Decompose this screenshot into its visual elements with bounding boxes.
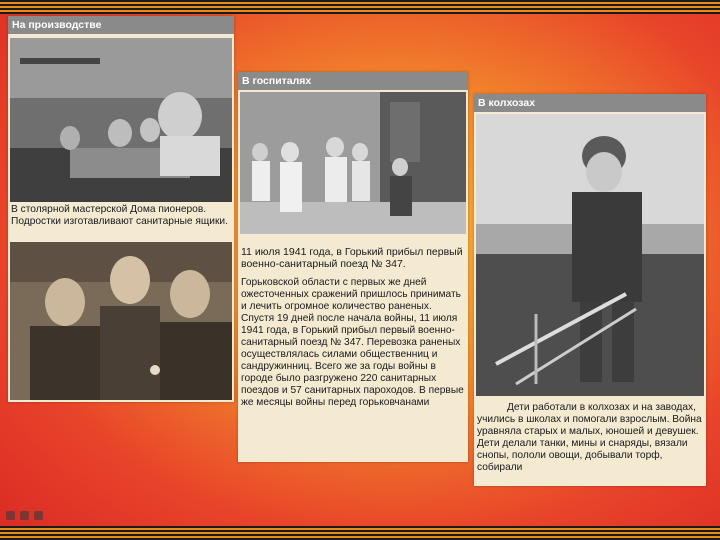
panel-title: В госпиталях — [238, 72, 468, 90]
workshop-photo — [10, 38, 232, 202]
knitting-girls-photo — [10, 242, 232, 400]
hospital-body: Горьковской области с первых же дней ожесточенных сражений пришлось принимать и лечить огромное количество раненых. Спустя 19 дней после начала войны, 11 июля 1941 года, в Горький прибыл первый военно-санитарный поезд № 347. Перевозка раненых осуществлялась силами общественниц и сандружинниц. Всего же за годы войны в городе было разгружено 220 санитарных поездов и 57 санитарных пароходов. В первые же месяцы войны перед горьковчанами — [241, 277, 464, 408]
st-george-ribbon-bottom — [0, 526, 720, 540]
kolkhoz-caption: Дети работали в колхозах и на заводах, учились в школах и помогали взрослым. Война уравняла старых и малых, юношей и девушек. Дети делали танки, мины и снаряды, вязали снопы, пололи овощи, добывали торф, собирали — [477, 402, 702, 473]
nav-icon — [20, 511, 29, 520]
boy-plough-photo — [476, 114, 704, 396]
panel-title: На производстве — [8, 16, 234, 34]
nav-icon — [34, 511, 43, 520]
panel-hospitals — [238, 72, 468, 462]
panel-title: В колхозах — [474, 94, 706, 112]
hospital-lead: 11 июля 1941 года, в Горький прибыл первый военно-санитарный поезд № 347. — [241, 246, 463, 270]
hospital-train-photo — [240, 92, 466, 234]
panel-kolkhoz — [474, 94, 706, 486]
panel-production — [8, 16, 234, 402]
production-caption: В столярной мастерской Дома пионеров. Подростки изготавливают санитарные ящики. — [11, 204, 228, 227]
st-george-ribbon-top — [0, 0, 720, 14]
nav-icon — [6, 511, 15, 520]
